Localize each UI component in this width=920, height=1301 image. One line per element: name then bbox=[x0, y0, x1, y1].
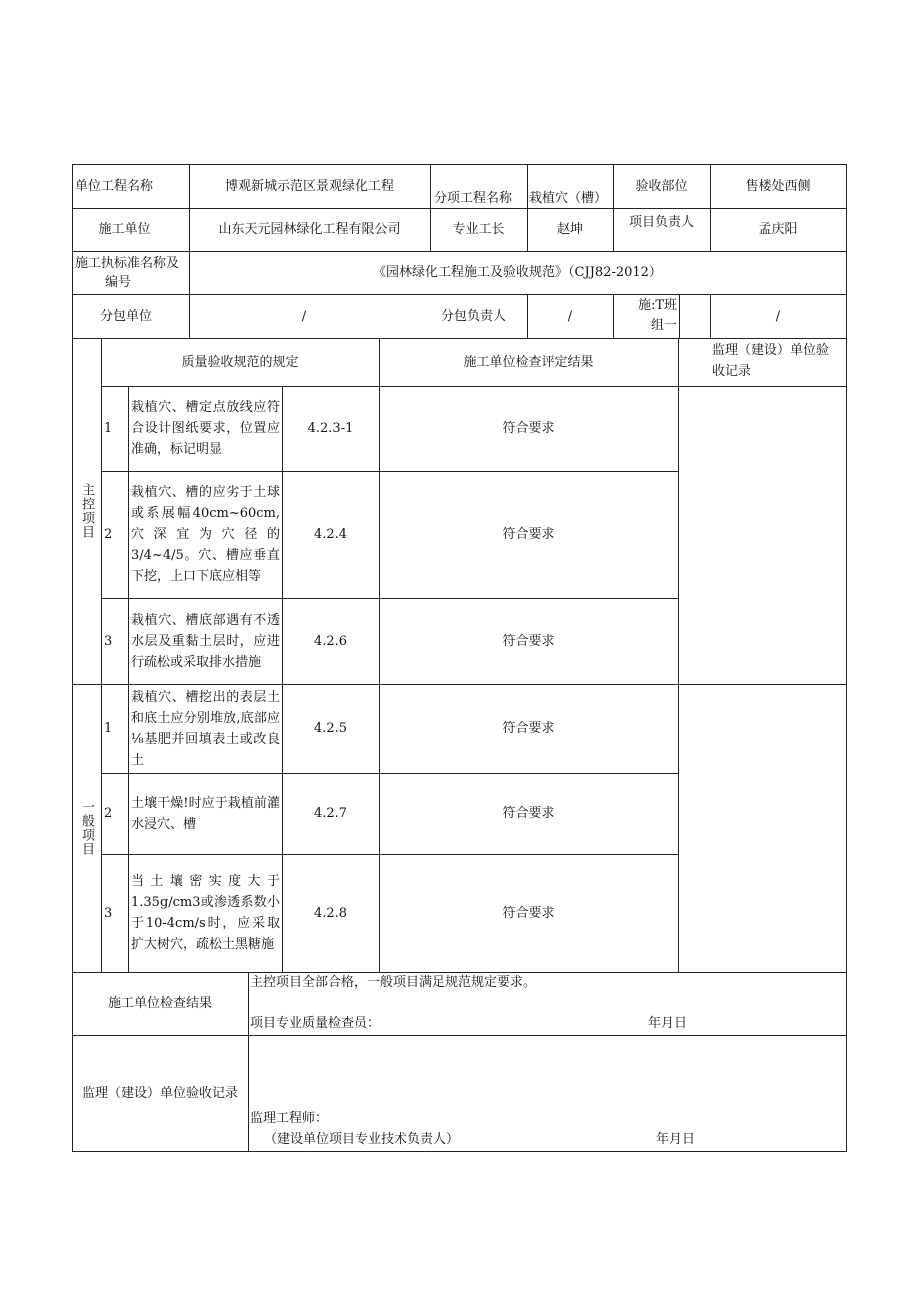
general-item-2-clause: 4.2.7 bbox=[313, 806, 348, 821]
subcontractor-value: / bbox=[301, 308, 307, 324]
general-item-3-no: 3 bbox=[104, 905, 113, 921]
main-item-1-clause: 4.2.3-1 bbox=[307, 421, 354, 436]
inspector-label: 项目专业质量检查员： bbox=[250, 1016, 381, 1031]
subcontract-manager-label: 分包负责人 bbox=[440, 308, 506, 324]
foreman-value: 赵坤 bbox=[556, 222, 583, 237]
supervision-header-line2: 收记录 bbox=[712, 364, 752, 379]
team-leader-value: / bbox=[775, 308, 781, 324]
construction-unit-value: 山东天元园林绿化工程有限公司 bbox=[218, 222, 401, 237]
acceptance-part-value: 售楼处西侧 bbox=[745, 178, 811, 194]
subcontractor-label: 分包单位 bbox=[99, 308, 152, 324]
team-leader-label-line2: 组一 bbox=[650, 318, 677, 333]
supervision-record-date: 年月日 bbox=[656, 1132, 696, 1147]
construction-unit-label: 施工单位 bbox=[98, 222, 151, 237]
general-item-2-result: 符合要求 bbox=[502, 806, 555, 821]
main-item-1-no: 1 bbox=[104, 421, 113, 436]
standard-label bbox=[75, 254, 189, 294]
foreman-label: 专业工长 bbox=[452, 222, 505, 237]
general-section-label bbox=[72, 684, 101, 972]
subcontract-manager-value: / bbox=[567, 308, 573, 324]
supervision-column-header bbox=[712, 340, 846, 386]
supervision-header-line1: 监理（建设）单位验 bbox=[712, 343, 830, 358]
general-section-text: 一般项目 bbox=[79, 800, 94, 856]
team-leader-label-line1: 施:T班 bbox=[637, 298, 677, 313]
project-manager-value: 孟庆阳 bbox=[758, 222, 798, 237]
check-result-date: 年月日 bbox=[648, 1016, 688, 1031]
supervision-record-label: 监理（建设）单位验收记录 bbox=[81, 1085, 238, 1101]
spec-column-header: 质量验收规范的规定 bbox=[181, 354, 299, 370]
main-item-3-text: 栽植穴、槽底部遇有不透水层及重黏土层时，应进行疏松或采取排水措施 bbox=[131, 612, 280, 670]
general-item-2-text: 土壤干燥!时应于栽植前灌水浸穴、槽 bbox=[131, 795, 280, 832]
general-item-2-no: 2 bbox=[104, 806, 113, 821]
standard-label-line1: 施工执标准名称及 bbox=[75, 256, 180, 271]
main-control-section-text: 主控项目 bbox=[79, 483, 94, 539]
sub-project-value: 栽植穴（槽） bbox=[529, 191, 608, 206]
check-result-label: 施工单位检查结果 bbox=[107, 996, 212, 1011]
main-item-1-text: 栽植穴、槽定点放线应符合设计图纸要求，位置应准确，标记明显 bbox=[131, 400, 280, 457]
standard-label-line2: 编号 bbox=[105, 275, 132, 290]
unit-project-label: 单位工程名称 bbox=[75, 178, 154, 194]
acceptance-part-label: 验收部位 bbox=[635, 178, 688, 194]
main-control-section-label bbox=[72, 338, 101, 684]
general-item-3-result: 符合要求 bbox=[502, 905, 555, 921]
supervision-engineer-label: 监理工程师： bbox=[250, 1111, 329, 1126]
main-item-3-result: 符合要求 bbox=[502, 633, 555, 649]
sub-project-label: 分项工程名称 bbox=[434, 191, 513, 206]
result-column-header: 施工单位检查评定结果 bbox=[463, 354, 594, 370]
general-item-3-clause: 4.2.8 bbox=[313, 905, 348, 921]
general-item-1-text: 栽植穴、槽挖出的表层土和底土应分别堆放,底部应⅛基肥并回填表土或改良土 bbox=[131, 689, 280, 768]
general-item-1-no: 1 bbox=[104, 721, 113, 736]
project-manager-label: 项目负责人 bbox=[628, 215, 694, 230]
standard-value: 《园林绿化工程施工及验收规范》（CJJ82-2012） bbox=[373, 265, 662, 280]
unit-project-value: 博观新城示范区景观绿化工程 bbox=[224, 178, 394, 194]
main-item-3-no: 3 bbox=[104, 633, 113, 649]
general-item-3-text: 当土壤密实度大于1.35g/cm3或渗透系数小于10-4cm/s时，应采取扩大树穴，疏松土黑糖施 bbox=[131, 874, 280, 952]
check-result-conclusion: 主控项目全部合格，一般项目满足规范规定要求。 bbox=[250, 975, 537, 990]
main-item-2-no: 2 bbox=[104, 527, 113, 542]
main-item-2-clause: 4.2.4 bbox=[313, 527, 348, 542]
main-item-2-result: 符合要求 bbox=[502, 527, 555, 542]
main-item-2-text: 栽植穴、槽的应劣于土球或系展幅40cm~60cm,穴深宜为穴径的3/4~4/5。穴、槽应垂直下挖，上口下底应相等 bbox=[131, 485, 280, 584]
inspection-form bbox=[72, 164, 847, 1152]
main-item-1-result: 符合要求 bbox=[502, 421, 555, 436]
general-item-1-result: 符合要求 bbox=[502, 721, 555, 736]
main-item-3-clause: 4.2.6 bbox=[313, 633, 348, 649]
general-item-1-clause: 4.2.5 bbox=[313, 721, 348, 736]
owner-technical-lead-label: （建设单位项目专业技术负责人） bbox=[264, 1132, 460, 1147]
team-leader-label bbox=[613, 296, 679, 338]
